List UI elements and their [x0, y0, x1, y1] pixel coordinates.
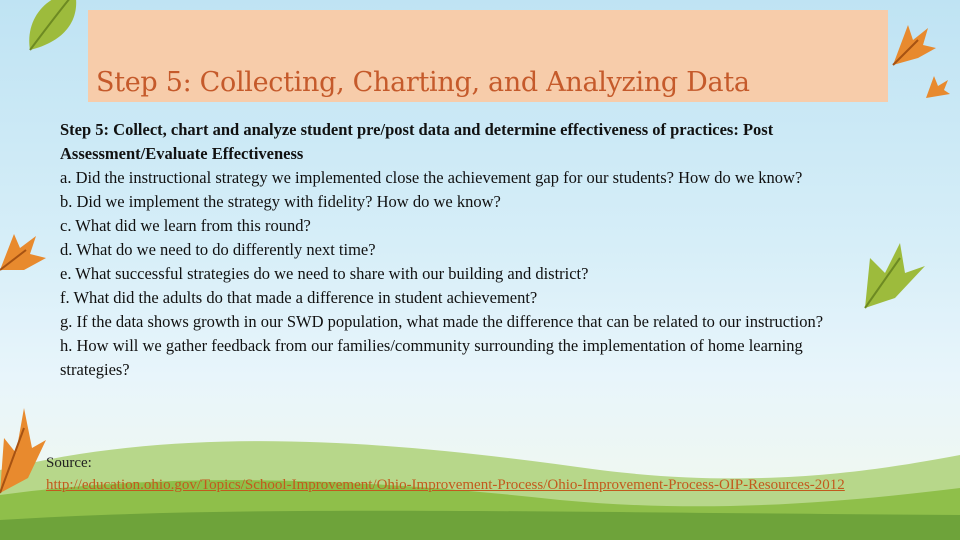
list-item: e. What successful strategies do we need to share with our building and district?	[60, 264, 589, 283]
source-label: Source:	[46, 455, 92, 471]
step-heading: Step 5: Collect, chart and analyze student pre/post data and determine effectiveness of practices: Post Assessment/Evaluate Effectiveness	[60, 120, 774, 163]
list-item: d. What do we need to do differently next time?	[60, 240, 376, 259]
orange-leaf-icon	[0, 230, 48, 280]
list-item: h. How will we gather feedback from our families/community surrounding the implementation of home learning strategies?	[60, 336, 803, 379]
orange-leaf-icon	[922, 72, 952, 102]
list-item: c. What did we learn from this round?	[60, 216, 311, 235]
list-item: a. Did the instructional strategy we implemented close the achievement gap for our students? How do we know?	[60, 168, 803, 187]
slide-content	[60, 118, 850, 382]
source-link[interactable]: http://education.ohio.gov/Topics/School-Improvement/Ohio-Improvement-Process/Ohio-Improvement-Process-OIP-Resources-2012	[46, 477, 845, 493]
green-leaf-icon	[850, 238, 930, 318]
slide-title: Step 5: Collecting, Charting, and Analyzing Data	[96, 67, 750, 98]
list-item: g. If the data shows growth in our SWD population, what made the difference that can be related to our instruction?	[60, 312, 824, 331]
orange-leaf-icon	[888, 20, 938, 70]
source-block	[46, 452, 936, 496]
list-item: b. Did we implement the strategy with fidelity? How do we know?	[60, 192, 501, 211]
title-box	[88, 10, 888, 102]
list-item: f. What did the adults do that made a difference in student achievement?	[60, 288, 538, 307]
orange-leaf-icon	[0, 398, 48, 498]
